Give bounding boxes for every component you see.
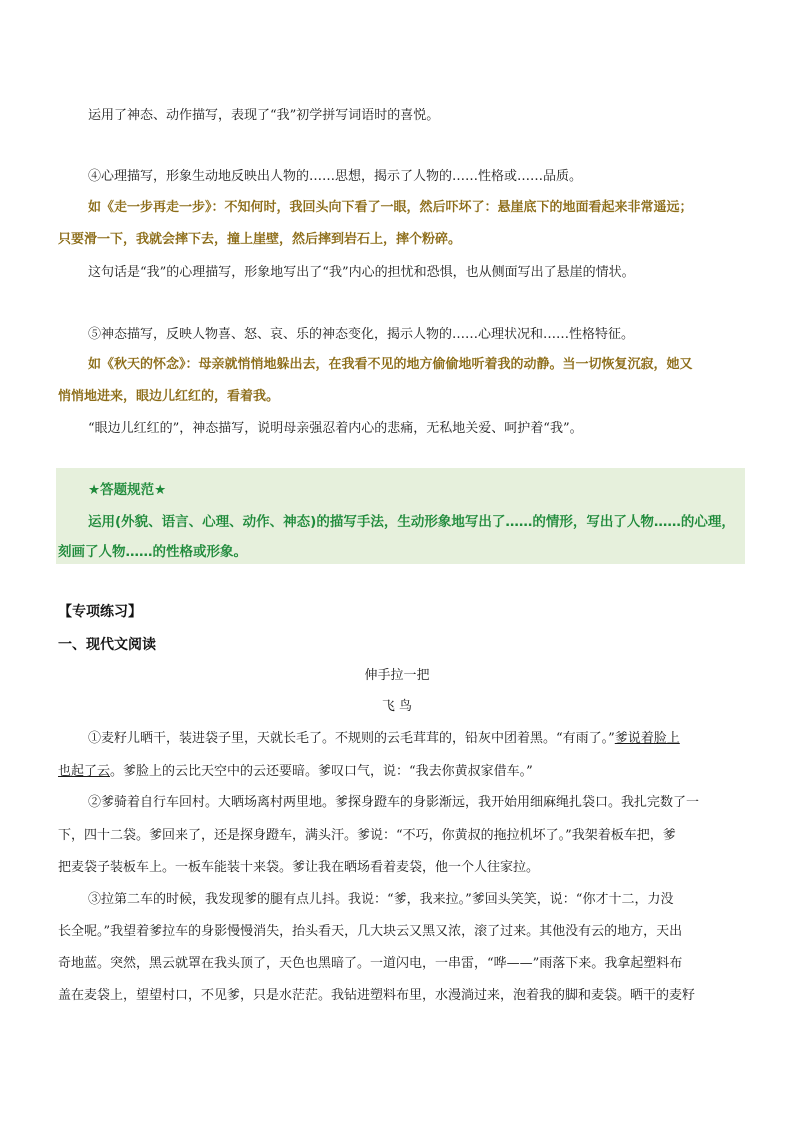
article-author: 飞 鸟: [381, 699, 413, 714]
point-expression: ⑤神态描写，反映人物喜、怒、哀、乐的神态变化，揭示人物的……心理状况和……性格特征。: [88, 327, 635, 342]
paragraph-line: 奇地蓝。突然，黑云就罩在我头顶了，天色也黑暗了。一道闪电，一串雷，“哗——”雨落下来。我拿起塑料布: [58, 956, 683, 971]
text-span: 。爹脸上的云比天空中的云还要暗。爹叹口气，说：“我去你黄叔家借车。”: [110, 764, 533, 779]
paragraph-line: 把麦袋子装板车上。一板车能装十来袋。爹让我在晒场看着麦袋，他一个人往家拉。: [58, 860, 540, 875]
example-line: 如《走一步再走一步》：不知何时，我回头向下看了一眼，然后吓坏了：悬崖底下的地面看起来非常遥远；: [88, 200, 693, 215]
answer-box-line: 刻画了人物……的性格或形象。: [58, 544, 247, 560]
text-line: 运用了神态、动作描写，表现了“我”初学拼写词语时的喜悦。: [88, 108, 440, 123]
paragraph-line: 长全呢。”我望着爹拉车的身影慢慢消失，抬头看天，几大块云又黑又浓，滚了过来。其他没有云的地方，天出: [58, 924, 683, 939]
paragraph-line: ②爹骑着自行车回村。大晒场离村两里地。爹探身蹬车的身影渐远，我开始用细麻绳扎袋口。我扎完数了一: [88, 795, 700, 810]
example-line: 只要滑一下，我就会摔下去，撞上崖壁，然后摔到岩石上，摔个粉碎。: [58, 232, 462, 247]
example-line: 悄悄地进来，眼边儿红红的，看着我。: [58, 389, 280, 404]
answer-box-title: ★答题规范★: [88, 482, 167, 498]
analysis-line: “眼边儿红红的”，神态描写，说明母亲强忍着内心的悲痛，无私地关爱、呵护着“我”。: [88, 421, 583, 436]
paragraph-line: [58, 760, 533, 779]
paragraph-line: 下，四十二袋。爹回来了，还是探身蹬车，满头汗。爹说：“不巧，你黄叔的拖拉机坏了。”我架着板车把，爹: [58, 828, 676, 843]
analysis-line: 这句话是“我”的心理描写，形象地写出了“我”内心的担忧和恐惧，也从侧面写出了悬崖的情状。: [88, 265, 635, 280]
example-line: 如《秋天的怀念》：母亲就悄悄地躲出去，在我看不见的地方偷偷地听着我的动静。当一切恢复沉寂，她又: [88, 357, 693, 372]
point-psychological: ④心理描写，形象生动地反映出人物的……思想，揭示了人物的……性格或……品质。: [88, 169, 583, 184]
text-span: ①麦籽儿晒干，装进袋子里，天就长毛了。不规则的云毛茸茸的，铅灰中团着黑。“有雨了。”: [88, 731, 615, 746]
article-title: 伸手拉一把: [364, 668, 430, 683]
underlined-text: 爹说着脸上: [614, 731, 680, 746]
answer-box-line: 运用(外貌、语言、心理、动作、神态)的描写手法，生动形象地写出了……的情形，写出了人物……的心理，: [88, 514, 735, 530]
paragraph-line: 盖在麦袋上，望望村口，不见爹，只是水茫茫。我钻进塑料布里，水漫淌过来，泡着我的脚和麦袋。晒干的麦籽: [58, 988, 696, 1003]
paragraph-line: [88, 727, 680, 746]
paragraph-line: ③拉第二车的时候，我发现爹的腿有点儿抖。我说：“爹，我来拉。”爹回头笑笑，说：“你才十二，力没: [88, 892, 674, 907]
practice-heading: 【专项练习】: [58, 604, 142, 620]
section-heading: 一、现代文阅读: [58, 637, 156, 653]
underlined-text: 也起了云: [58, 764, 111, 779]
